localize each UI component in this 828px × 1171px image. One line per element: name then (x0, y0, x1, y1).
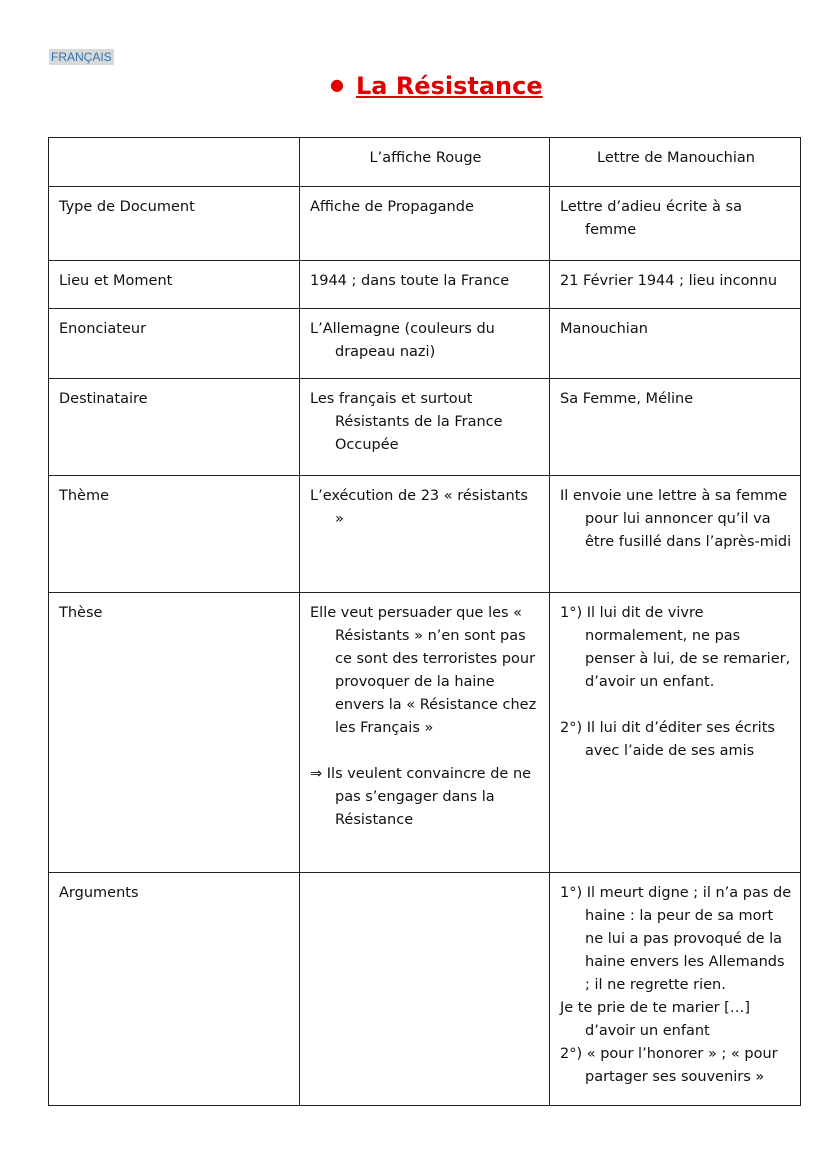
cell-affiche (300, 593, 550, 873)
cell-affiche (300, 476, 550, 593)
header-cell-affiche: L’affiche Rouge (300, 138, 550, 187)
page-title (330, 72, 543, 100)
row-label: Type de Document (49, 187, 300, 261)
cell-paragraph (560, 694, 792, 717)
table-row (49, 379, 801, 476)
cell-lettre (550, 309, 801, 379)
cell-affiche (300, 379, 550, 476)
table-header-row (49, 138, 801, 187)
cell-lettre (550, 593, 801, 873)
table-row (49, 593, 801, 873)
cell-paragraph: Sa Femme, Méline (560, 391, 694, 407)
row-label: Thèse (49, 593, 300, 873)
cell-lettre (550, 379, 801, 476)
table-row (49, 873, 801, 1106)
row-label: Lieu et Moment (49, 261, 300, 309)
table-row (49, 309, 801, 379)
cell-lettre (550, 187, 801, 261)
cell-paragraph: Je te prie de te marier […] d’avoir un enfant (560, 1000, 751, 1039)
table-row (49, 476, 801, 593)
cell-affiche (300, 309, 550, 379)
table-row (49, 261, 801, 309)
row-label: Destinataire (49, 379, 300, 476)
cell-paragraph: Lettre d’adieu écrite à sa femme (560, 199, 742, 238)
row-label: Enonciateur (49, 309, 300, 379)
cell-paragraph: 21 Février 1944 ; lieu inconnu (560, 273, 778, 289)
cell-lettre (550, 873, 801, 1106)
cell-paragraph: Les français et surtout Résistants de la France Occupée (310, 391, 503, 453)
cell-paragraph: 2°) Il lui dit d’éditer ses écrits avec l’aide de ses amis (560, 720, 775, 759)
row-label: Arguments (49, 873, 300, 1106)
cell-affiche (300, 873, 550, 1106)
cell-affiche (300, 187, 550, 261)
cell-paragraph: Il envoie une lettre à sa femme pour lui annoncer qu’il va être fusillé dans l’après-midi (560, 488, 792, 550)
cell-lettre (550, 261, 801, 309)
bullet-icon: ● (330, 75, 344, 94)
cell-paragraph (310, 740, 541, 763)
cell-paragraph: 2°) « pour l’honorer » ; « pour partager ses souvenirs » (560, 1046, 778, 1085)
table-row (49, 187, 801, 261)
header-cell-lettre: Lettre de Manouchian (550, 138, 801, 187)
cell-paragraph: 1°) Il meurt digne ; il n’a pas de haine : la peur de sa mort ne lui a pas provoqué de la haine envers les Allemands ; il ne regrette rien. (560, 885, 792, 993)
cell-paragraph: Affiche de Propagande (310, 199, 474, 215)
row-label: Thème (49, 476, 300, 593)
cell-affiche (300, 261, 550, 309)
cell-paragraph: L’Allemagne (couleurs du drapeau nazi) (310, 321, 495, 360)
cell-lettre (550, 476, 801, 593)
comparison-table (48, 137, 801, 1106)
title-text: La Résistance (355, 72, 543, 100)
cell-paragraph: ⇒ Ils veulent convaincre de ne pas s’engager dans la Résistance (310, 766, 532, 828)
subject-label: FRANÇAIS (51, 50, 112, 64)
cell-paragraph: Elle veut persuader que les « Résistants » n’en sont pas ce sont des terroristes pour provoquer de la haine envers la « Résistance chez les Français » (310, 605, 537, 736)
cell-paragraph: Manouchian (560, 321, 648, 337)
cell-paragraph: 1944 ; dans toute la France (310, 273, 510, 289)
header-cell-empty (49, 138, 300, 187)
cell-paragraph: L’exécution de 23 « résistants » (310, 488, 528, 527)
cell-paragraph: 1°) Il lui dit de vivre normalement, ne pas penser à lui, de se remarier, d’avoir un enfant. (560, 605, 791, 690)
